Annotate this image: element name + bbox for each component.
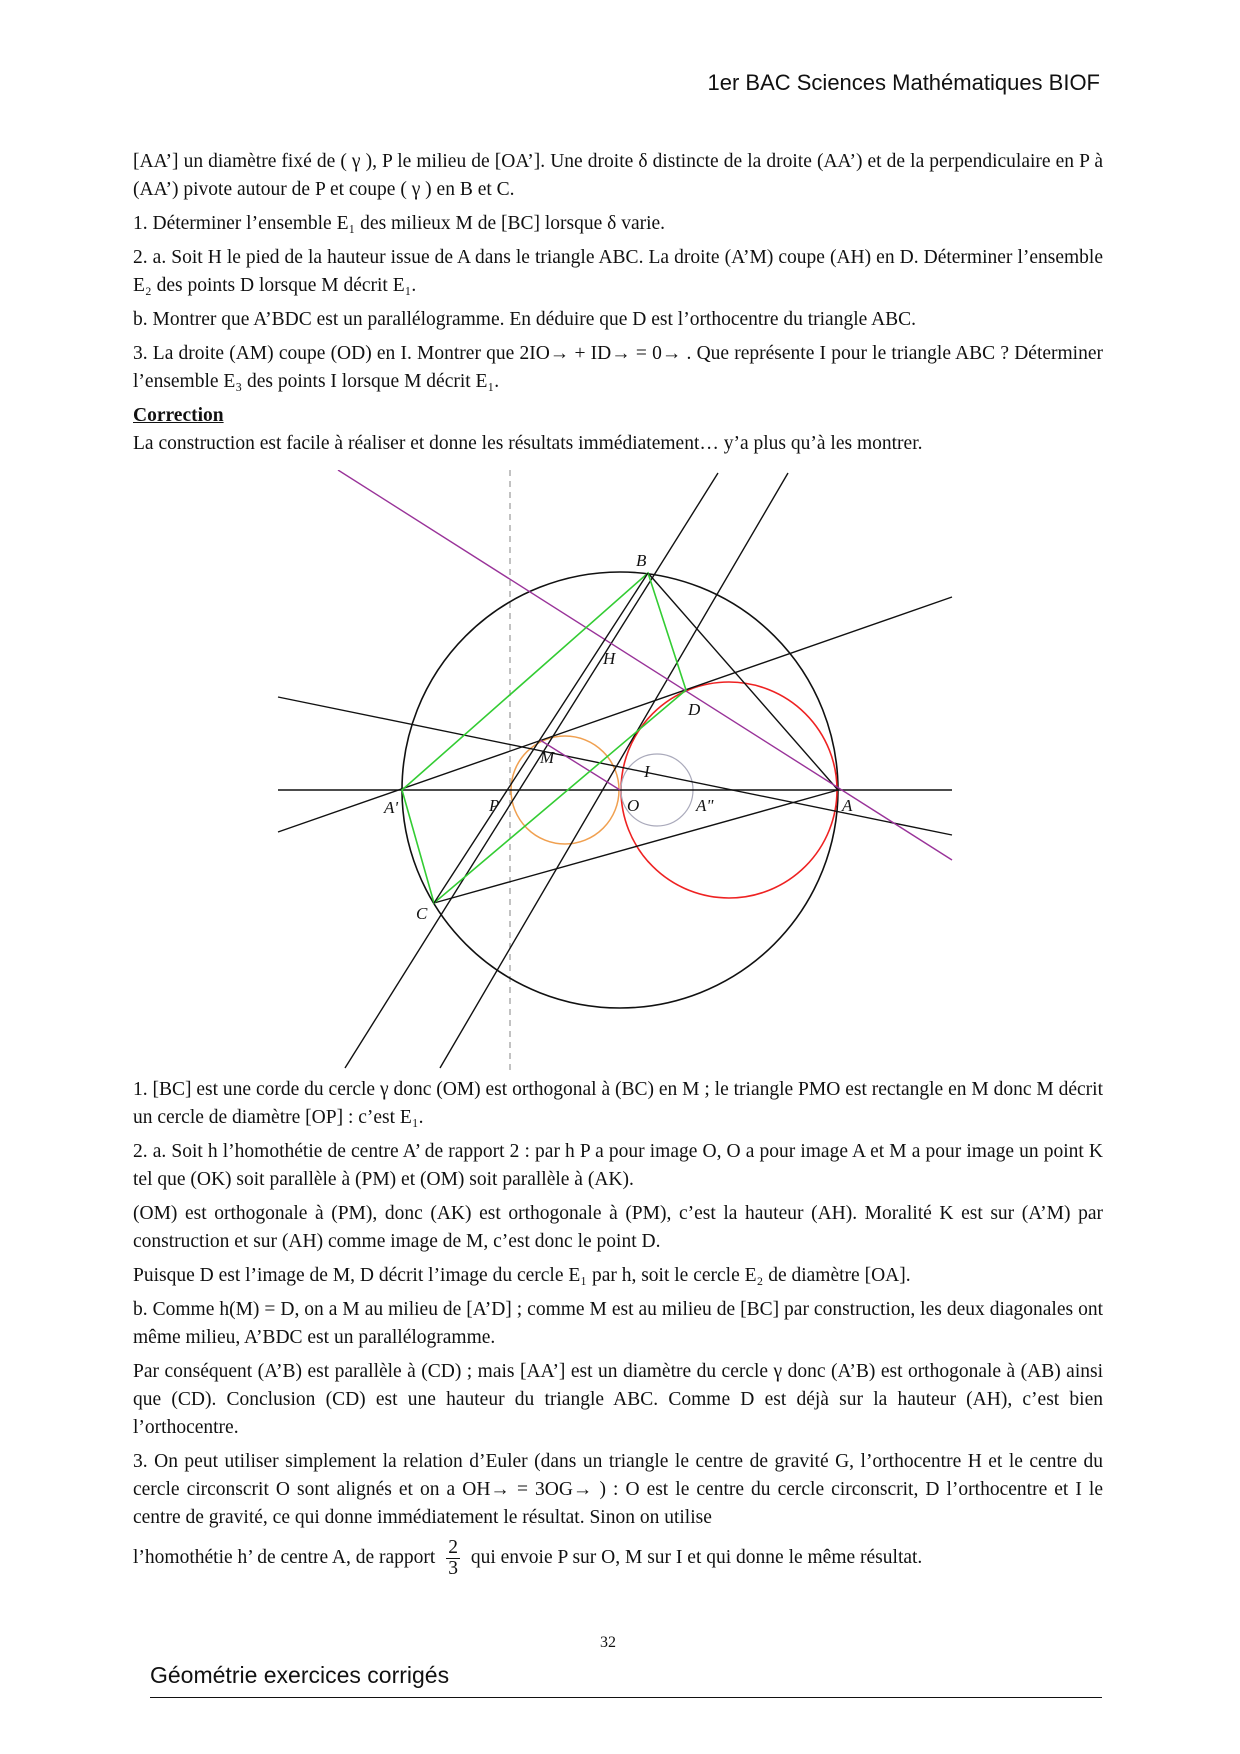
footer-divider [150, 1697, 1102, 1698]
line-delta [345, 473, 718, 1068]
fraction-numerator: 2 [448, 1537, 458, 1558]
label-A-prime: A' [384, 798, 399, 817]
page-header: 1er BAC Sciences Mathématiques BIOF [707, 70, 1100, 95]
correction-heading: Correction [133, 405, 224, 426]
answer-3-end-before: l’homothétie h’ de centre A, de rapport [133, 1546, 436, 1568]
answer-2b-continued: Par conséquent (A’B) est parallèle à (CD) ; mais [AA’] est un diamètre du cercle γ donc (A’B) est orthogonale à (AB) ainsi que (CD). Conclusion (CD) est une hauteur du triangle ABC. Comme D est déjà sur la hauteur (AH), c’est bien l’orthocentre. [133, 1361, 1103, 1438]
line-A-prime-M [440, 473, 788, 1068]
label-H: H [603, 649, 616, 668]
question-2b: b. Montrer que A’BDC est un parallélogramme. En déduire que D est l’orthocentre du triangle ABC. [133, 309, 917, 330]
label-A-second: A" [696, 796, 714, 815]
answer-2a-conclusion: Puisque D est l’image de M, D décrit l’image du cercle E₁ par h, soit le cercle E₂ de diamètre [OA]. [133, 1265, 911, 1286]
answer-2a: 2. a. Soit h l’homothétie de centre A’ de rapport 2 : par h P a pour image O, O a pour image A et M a pour image un point K tel que (OK) soit parallèle à (PM) et (OM) soit parallèle à (AK). [133, 1141, 1103, 1190]
footer-title: Géométrie exercices corrigés [150, 1662, 450, 1688]
question-3: 3. La droite (AM) coupe (OD) en I. Montrer que 2IO→ + ID→ = 0→ . Que représente I pour le triangle ABC ? Déterminer l’ensemble E₃ des points I lorsque M décrit E₁. [133, 343, 1103, 392]
label-B: B [636, 551, 647, 570]
question-1: 1. Déterminer l’ensemble E₁ des milieux M de [BC] lorsque δ varie. [133, 213, 666, 234]
line-purple [338, 470, 952, 860]
diagonal-BC [434, 573, 648, 903]
label-D: D [688, 700, 701, 719]
page-number: 32 [600, 1634, 616, 1651]
question-2a: 2. a. Soit H le pied de la hauteur issue de A dans le triangle ABC. La droite (A’M) coupe (AH) en D. Déterminer l’ensemble E₂ des points D lorsque M décrit E₁. [133, 247, 1103, 296]
answer-2b: b. Comme h(M) = D, on a M au milieu de [A’D] ; comme M est au milieu de [BC] par construction, les deux diagonales ont même milieu, A’BDC est un parallélogramme. [133, 1299, 1103, 1348]
correction-intro: La construction est facile à réaliser et donne les résultats immédiatement… y’a plus qu’à les montrer. [133, 433, 923, 454]
label-A: A [842, 796, 853, 815]
answer-2a-continued: (OM) est orthogonale à (PM), donc (AK) est orthogonale à (PM), c’est la hauteur (AH). Moralité K est sur (A’M) par construction et sur (AH) comme image de M, c’est donc le point D. [133, 1203, 1103, 1252]
geometry-figure [262, 470, 962, 1080]
label-P: P [489, 796, 500, 815]
fraction-denominator: 3 [448, 1558, 458, 1579]
exercise-statement [133, 148, 1103, 464]
answer-3: 3. On peut utiliser simplement la relation d’Euler (dans un triangle le centre de gravité G, l’orthocentre H et le centre du cercle circonscrit O sont alignés et on a OH→ = 3OG→ ) : O est le centre du cercle circonscrit, D l’orthocentre et I le centre de gravité, ce qui donne immédiatement le résultat. Sinon on utilise [133, 1451, 1103, 1528]
fraction-two-thirds [446, 1538, 460, 1579]
parallelogram-A-prime-BDC [402, 573, 686, 903]
label-O: O [627, 796, 640, 815]
answer-1: 1. [BC] est une corde du cercle γ donc (OM) est orthogonal à (BC) en M ; le triangle PMO est rectangle en M donc M décrit un cercle de diamètre [OP] : c’est E₁. [133, 1079, 1103, 1128]
label-I: I [644, 762, 650, 781]
label-C: C [416, 904, 428, 923]
statement-paragraph: [AA’] un diamètre fixé de ( γ ), P le milieu de [OA’]. Une droite δ distincte de la droite (AA’) et de la perpendiculaire en P à (AA’) pivote autour de P et coupe ( γ ) en B et C. [133, 151, 1103, 200]
label-M: M [540, 748, 555, 767]
answer-3-end [133, 1538, 1103, 1579]
answer-3-end-after: qui envoie P sur O, M sur I et qui donne le même résultat. [470, 1546, 923, 1568]
correction-answers [133, 1076, 1103, 1585]
